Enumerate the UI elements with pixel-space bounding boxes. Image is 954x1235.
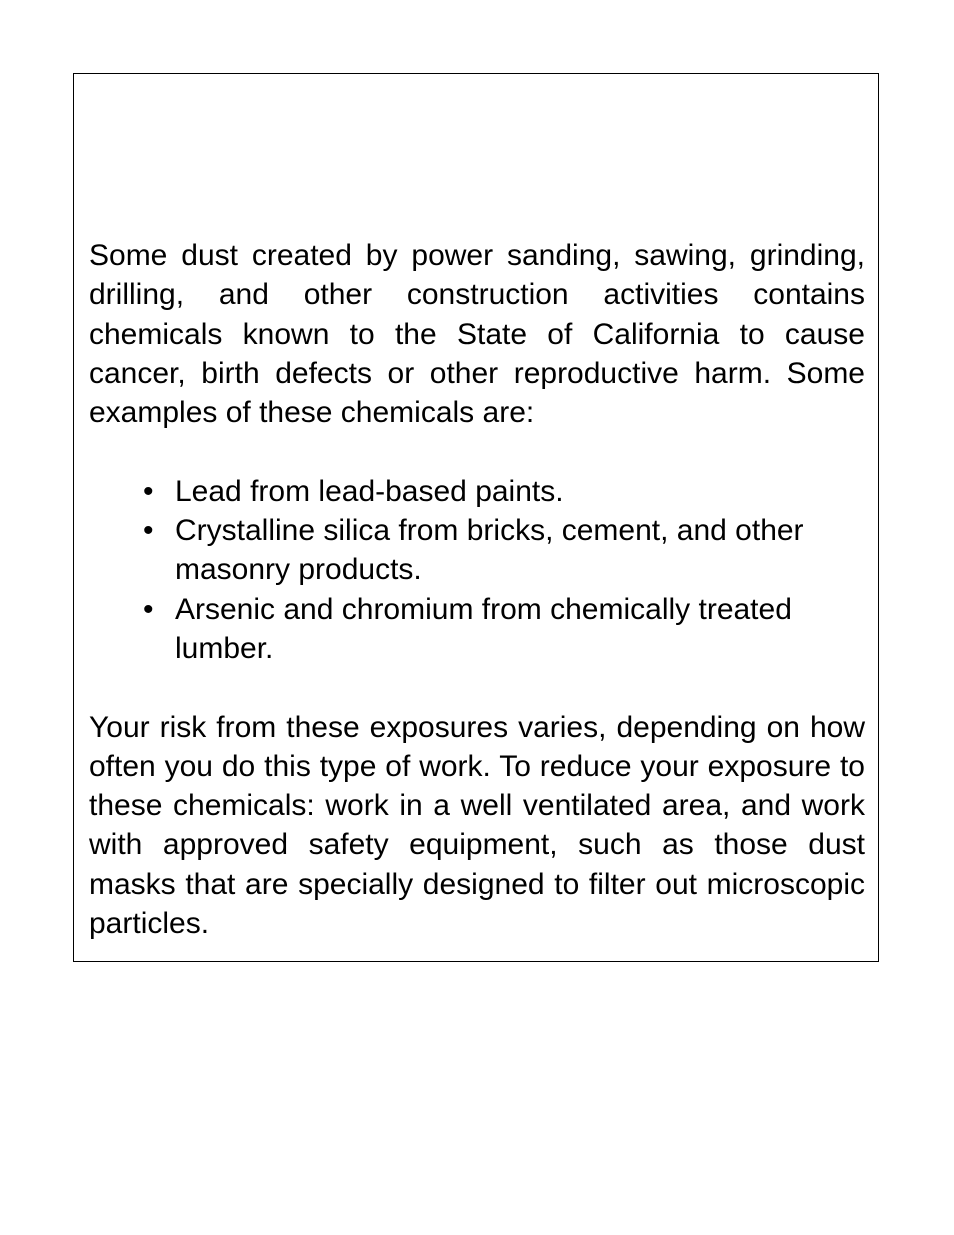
list-item [89,590,865,669]
examples-list [89,472,865,668]
bullet-icon: • [143,592,154,626]
closing-paragraph: Your risk from these exposures varies, depending on how often you do this type of work. To reduce your exposure to these chemicals: work in a well ventilated area, and work with approved safety equipment, such as those dust masks that are specially designed to filter out microscopic particles. [89,710,865,941]
list-item [89,472,865,511]
intro-paragraph: Some dust created by power sanding, sawing, grinding, drilling, and other construction activities contains chemicals known to the State of California to cause cancer, birth defects or other reproductive harm. Some examples of these chemicals are: [89,239,865,430]
warning-content [89,236,865,943]
list-item-text: Arsenic and chromium from chemically treated lumber. [175,592,792,665]
list-item-text: Crystalline silica from bricks, cement, and other masonry products. [175,514,804,587]
list-item [89,511,865,590]
bullet-icon: • [143,514,154,548]
list-item-text: Lead from lead-based paints. [175,474,564,508]
warning-box [73,73,879,962]
bullet-icon: • [143,474,154,508]
